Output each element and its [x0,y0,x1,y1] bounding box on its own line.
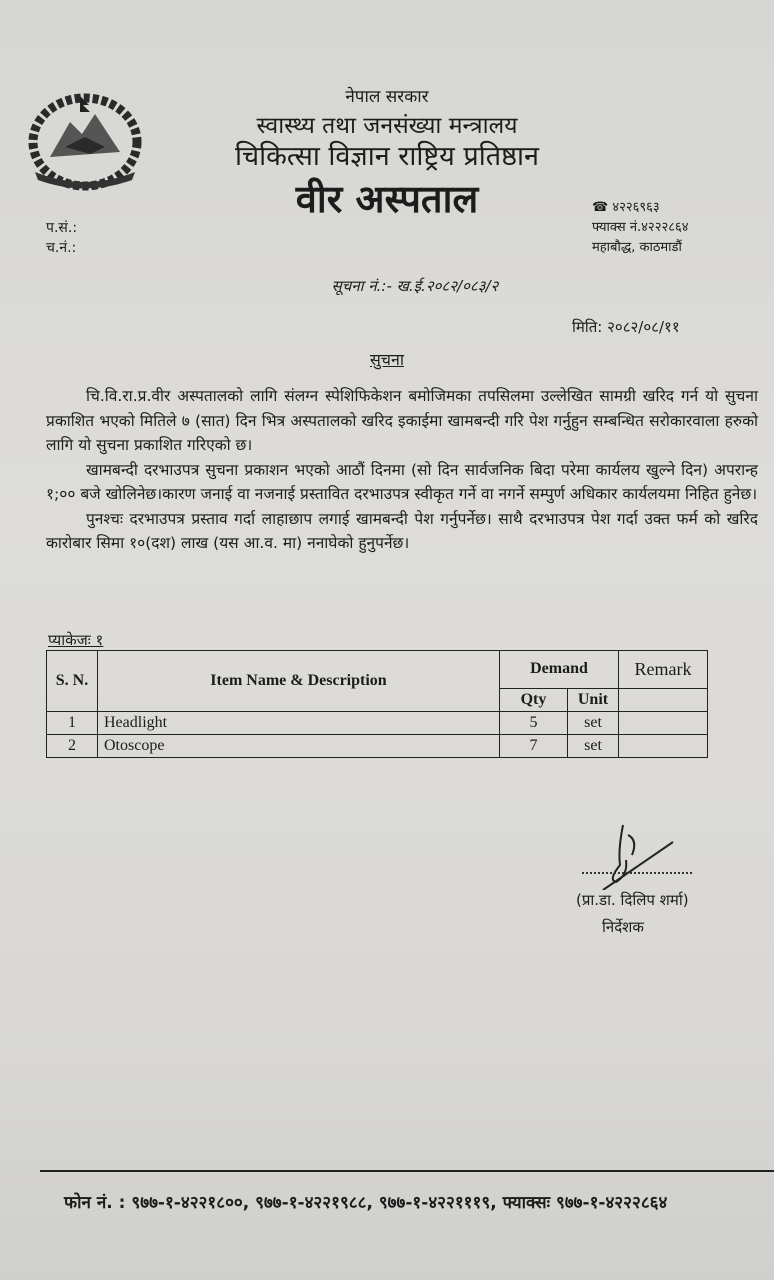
table-row [47,735,708,758]
cell-unit: set [568,735,619,758]
dispatch-label: च.नं.: [46,240,77,256]
cell-remark [619,712,708,735]
signature-line [582,872,692,874]
header-demand: Demand [500,651,619,689]
reference-label: प.सं.: [46,220,78,236]
paragraph: चि.वि.रा.प्र.वीर अस्पतालको लागि संलग्न स्पेशिफिकेशन बमोजिमका तपसिलमा उल्लेखित सामग्री खरिद गर्न यो सुचना प्रकाशित भएको मितिले ७ (सात) दिन भित्र अस्पतालको खरिद इकाईमा खामबन्दी गरि पेश गर्नुहुन सम्बन्धित सरोकारवाला हरुको लागि यो सुचना प्रकाशित गरिएको छ। [46,387,758,454]
remark-subheader [619,688,708,711]
cell-sn: 2 [47,735,98,758]
items-table [46,650,708,758]
phone-number: ४२२६९६३ [612,200,660,215]
footer-contact: फोन नं. : ९७७-१-४२२१८००, ९७७-१-४२२१९८८, ९७७-१-४२२१११९, फ्याक्सः ९७७-१-४२२२८६४ [64,1193,668,1213]
ministry-heading: स्वास्थ्य तथा जनसंख्या मन्त्रालय [256,113,518,139]
address: महाबौद्ध, काठमाडौं [592,240,682,255]
notice-body [46,384,758,556]
cell-item: Otoscope [98,735,500,758]
paragraph: पुनश्चः दरभाउपत्र प्रस्ताव गर्दा लाहाछाप लगाई खामबन्दी पेश गर्नुपर्नेछ। साथै दरभाउपत्र पेश गर्दा उक्त फर्म को खरिद कारोबार सिमा १०(दश) लाख (यस आ.व. मा) ननाघेको हुनुपर्नेछ। [46,509,758,552]
notice-title: सुचना [369,350,404,369]
notice-date: मिति: २०८२/०८/११ [572,318,680,336]
cell-qty: 5 [500,712,568,735]
header-item: Item Name & Description [98,651,500,712]
cell-qty: 7 [500,735,568,758]
notice-number: सूचना नं.:- ख.ई.२०८२/०८३/२ [331,277,499,295]
signature-mark [598,820,678,890]
table-row [47,712,708,735]
paragraph: खामबन्दी दरभाउपत्र सुचना प्रकाशन भएको आठौं दिनमा (सो दिन सार्वजनिक बिदा परेमा कार्यलय खुल्ने दिन) अपरान्ह १;०० बजे खोलिनेछ।कारण जनाई वा नजनाई प्रस्तावित दरभाउपत्र स्वीकृत गर्ने वा नगर्ने सम्पुर्ण अधिकार कार्यलयमा निहित हुनेछ। [46,460,758,503]
institute-heading: चिकित्सा विज्ञान राष्ट्रिय प्रतिष्ठान [235,141,539,172]
cell-sn: 1 [47,712,98,735]
cell-remark [619,735,708,758]
header-unit: Unit [568,688,619,711]
government-heading: नेपाल सरकार [345,87,429,107]
signatory-designation: निर्देशक [602,918,644,936]
phone-line [592,197,660,215]
phone-icon: ☎ [592,200,609,215]
hospital-heading: वीर अस्पताल [295,177,479,221]
cell-unit: set [568,712,619,735]
header-sn: S. N. [47,651,98,712]
cell-item: Headlight [98,712,500,735]
header-remark: Remark [619,651,708,689]
footer-divider [40,1170,774,1172]
signatory-name: (प्रा.डा. दिलिप शर्मा) [576,891,689,909]
fax-number: फ्याक्स नं.४२२२८६४ [592,220,689,235]
package-label: प्याकेजः १ [48,631,104,649]
header-qty: Qty [500,688,568,711]
